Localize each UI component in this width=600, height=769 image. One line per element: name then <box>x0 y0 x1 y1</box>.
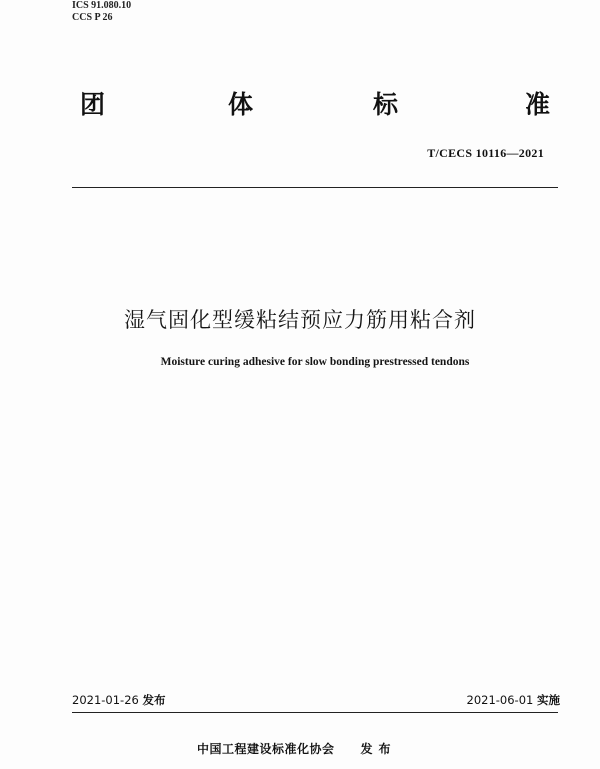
category-char-4: 准 <box>525 90 551 119</box>
category-char-1: 团 <box>80 90 106 119</box>
ics-code: ICS 91.080.10 <box>72 0 132 11</box>
publisher-line <box>197 740 397 757</box>
footer-divider <box>72 712 558 713</box>
category-char-3: 标 <box>373 90 399 119</box>
standard-category-title <box>80 88 552 128</box>
implement-date: 2021-06-01 <box>466 693 534 707</box>
classification-codes <box>72 0 131 24</box>
publisher-name: 中国工程建设标准化协会 <box>197 742 335 756</box>
issue-date: 2021-01-26 <box>72 693 139 707</box>
implement-date-line <box>467 692 561 708</box>
issue-label: 发布 <box>142 693 166 707</box>
implement-label: 实施 <box>537 693 560 707</box>
chinese-title: 湿气固化型缓粘结预应力筋用粘合剂 <box>124 308 476 332</box>
category-char-2: 体 <box>228 90 254 119</box>
ccs-code: CCS P 26 <box>72 12 113 23</box>
header-divider <box>72 187 558 188</box>
publisher-action: 发布 <box>360 742 397 756</box>
issue-date-line <box>72 692 166 708</box>
standard-number: T/CECS 10116—2021 <box>427 146 544 160</box>
english-title: Moisture curing adhesive for slow bonding prestressed tendons <box>160 356 470 368</box>
